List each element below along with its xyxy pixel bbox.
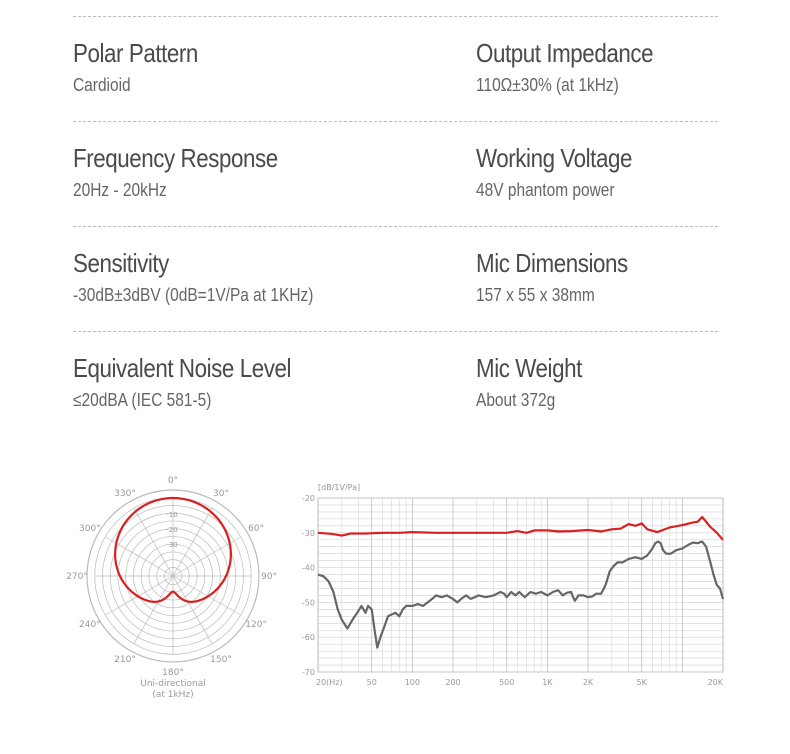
spec-value: ≤20dBA (IEC 581-5) (73, 390, 212, 410)
chart-ylabel: [dB/1V/Pa] (318, 483, 361, 492)
spec-value: 110Ω±30% (at 1kHz) (476, 75, 619, 95)
chart-xtick: 200 (445, 678, 461, 687)
spec-value: 20Hz - 20kHz (73, 180, 167, 200)
divider (73, 121, 718, 122)
spec-sensitivity (73, 248, 353, 306)
polar-caption-sub: (at 1kHz) (152, 690, 194, 700)
spec-value: -30dB±3dBV (0dB=1V/Pa at 1KHz) (73, 285, 314, 305)
spec-working-voltage (476, 143, 657, 201)
spec-value: About 372g (476, 390, 556, 410)
chart-xtick: 500 (499, 678, 515, 687)
spec-label: Output Impedance (476, 38, 654, 68)
spec-label: Sensitivity (73, 248, 169, 278)
spec-label: Polar Pattern (73, 38, 198, 68)
chart-xtick: 1K (542, 678, 553, 687)
spec-mic-weight (476, 353, 599, 411)
polar-angle-label: 180° (162, 668, 184, 678)
spec-polar-pattern (73, 38, 218, 96)
chart-xtick: 20K (707, 678, 723, 687)
chart-xtick: 100 (404, 678, 421, 687)
polar-angle-label: 0° (167, 476, 179, 486)
divider (73, 226, 718, 227)
chart-ytick: -20 (301, 494, 315, 503)
polar-pattern-diagram (66, 472, 280, 704)
spec-value: 157 x 55 x 38mm (476, 285, 595, 305)
chart-xtick: 5K (636, 678, 647, 687)
polar-angle-label: 120° (245, 620, 267, 630)
chart-ytick: -70 (301, 668, 315, 677)
spec-value: 48V phantom power (476, 180, 615, 200)
chart-xtick: 20(Hz) (316, 678, 343, 687)
spec-output-impedance (476, 38, 682, 96)
polar-angle-label: 30° (213, 488, 229, 499)
polar-ring-label: -10 (166, 511, 178, 519)
polar-angle-label: 60° (248, 524, 265, 534)
divider (73, 331, 718, 332)
polar-angle-label: 210° (114, 655, 136, 666)
polar-angle-label: 150° (210, 655, 232, 666)
polar-angle-label: 330° (114, 488, 136, 499)
polar-caption: Uni-directional (140, 679, 206, 689)
spec-label: Equivalent Noise Level (73, 353, 292, 383)
chart-ytick: -50 (301, 598, 315, 608)
spec-frequency-response (73, 143, 311, 201)
spec-equivalent-noise-level (73, 353, 327, 411)
polar-angle-label: 270° (66, 572, 88, 582)
chart-ytick: -40 (301, 563, 315, 573)
polar-angle-label: 240° (79, 620, 101, 630)
chart-xtick: 2K (582, 678, 594, 687)
chart-xtick: 50 (366, 678, 377, 687)
chart-ytick: -30 (301, 528, 315, 538)
polar-angle-label: 300° (79, 524, 101, 534)
polar-ring-label: -20 (166, 526, 178, 534)
spec-label: Mic Weight (476, 353, 582, 383)
spec-label: Working Voltage (476, 143, 632, 173)
spec-value: Cardioid (73, 75, 131, 95)
polar-ring-label: -30 (166, 541, 178, 549)
spec-label: Frequency Response (73, 143, 278, 173)
polar-angle-label: 90° (261, 572, 277, 582)
chart-ytick: -60 (301, 633, 315, 643)
spec-label: Mic Dimensions (476, 248, 628, 278)
spec-mic-dimensions (476, 248, 653, 306)
frequency-response-chart (296, 478, 728, 693)
divider (73, 16, 718, 17)
